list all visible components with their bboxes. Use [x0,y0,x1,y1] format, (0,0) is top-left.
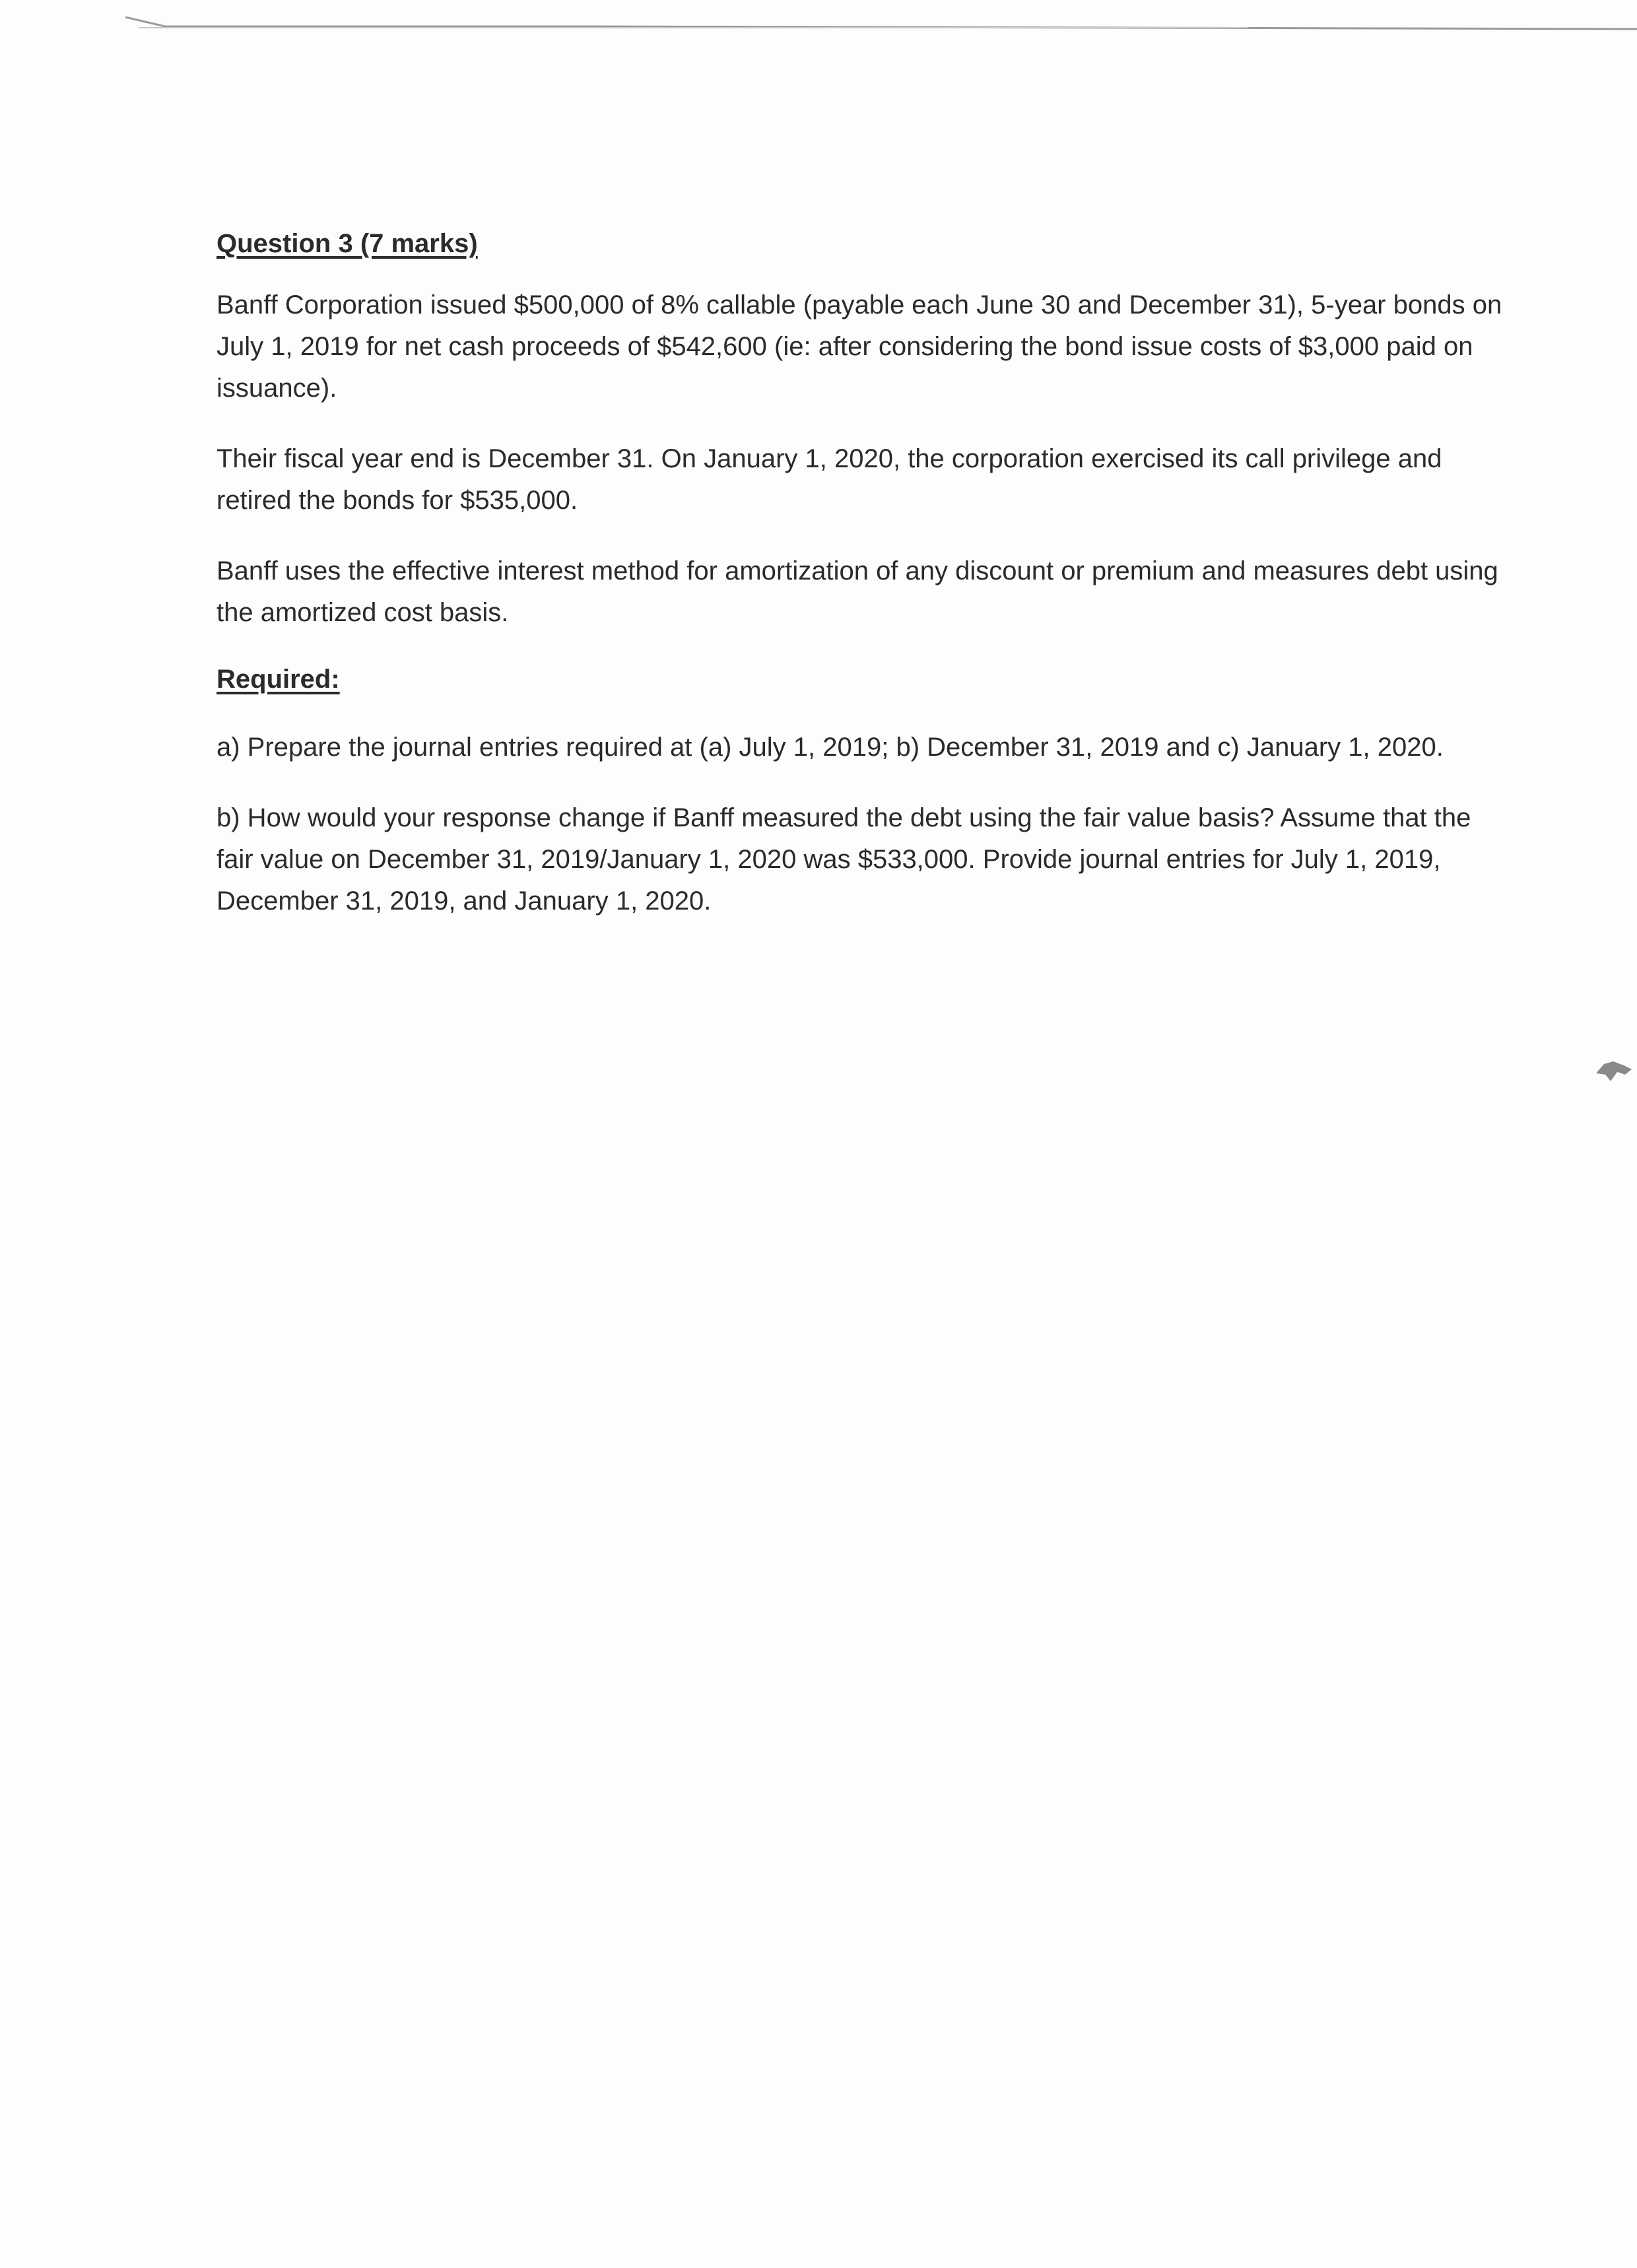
scan-edge-line [125,12,1637,38]
required-heading: Required: [217,665,340,694]
question-heading: Question 3 (7 marks) [217,229,478,258]
paragraph-fiscal-year: Their fiscal year end is December 31. On January 1, 2020, the corporation exercised its call privilege and retired the bonds for $535,000. [217,444,1442,515]
paragraph-bond-issue: Banff Corporation issued $500,000 of 8% callable (payable each June 30 and December 31), 5-year bonds on July 1, 2019 for net cash proceeds of $542,600 (ie: after considering the bond issue costs of $3,000 paid on issuance). [217,290,1502,403]
paragraph-amortization-method: Banff uses the effective interest method for amortization of any discount or premium and measures debt using the amortized cost basis. [217,556,1498,627]
scan-speck-mark [1591,1055,1637,1088]
part-a-instructions: a) Prepare the journal entries required at (a) July 1, 2019; b) December 31, 2019 and c) January 1, 2020. [217,733,1444,762]
part-b-instructions: b) How would your response change if Banff measured the debt using the fair value basis? Assume that the fair value on December 31, 2019/January 1, 2020 was $533,000. Provide journal entries for July 1, 2019, December 31, 2019, and January 1, 2020. [217,803,1471,916]
question-content [217,223,1510,951]
